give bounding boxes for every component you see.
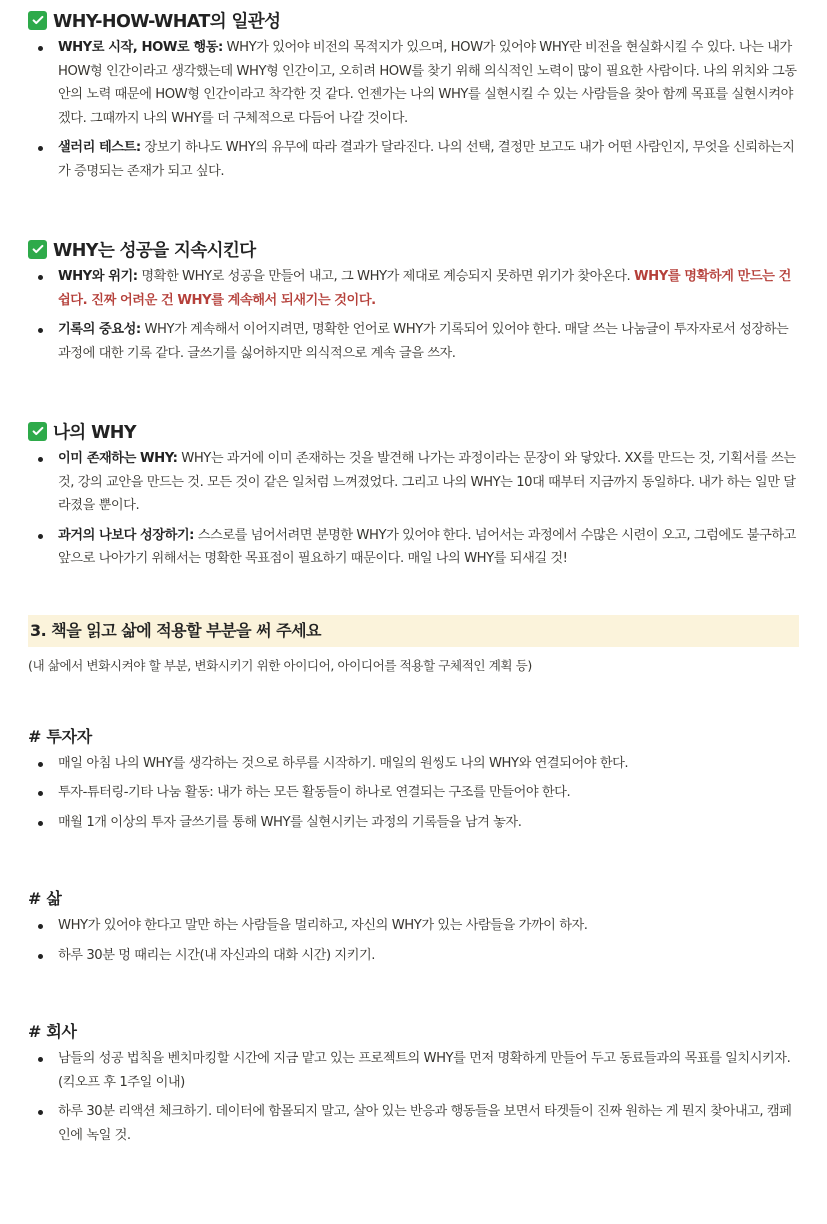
group-heading-company: # 회사 — [28, 1022, 77, 1041]
item-label: WHY와 위기: — [58, 269, 138, 284]
item-text: 스스로를 넘어서려면 분명한 WHY가 있어야 한다. 넘어서는 과정에서 수많은 시련이 오고, 그럼에도 불구하고 앞으로 나아가기 위해서는 명확한 목표점이 필요하기 때문이다. 매일 나의 WHY를 되새길 것! — [58, 527, 796, 566]
question-title: 3. 책을 읽고 삶에 적용할 부분을 써 주세요 — [28, 615, 799, 647]
highlight-text: WHY를 명확하게 만드는 건 쉽다. 진짜 어려운 건 WHY를 계속해서 되새기는 것이다. — [58, 269, 791, 308]
list-item — [28, 447, 801, 518]
item-label: 과거의 나보다 성장하기: — [58, 527, 194, 543]
section-title: WHY-HOW-WHAT의 일관성 — [53, 11, 281, 32]
check-mark-icon — [28, 240, 47, 259]
group-heading-investor: # 투자자 — [28, 726, 92, 746]
bullet-list — [28, 265, 801, 365]
section-title: 나의 WHY — [53, 422, 136, 443]
list-item — [28, 318, 801, 365]
item-text: 명확한 WHY로 성공을 만들어 내고, 그 WHY가 제대로 계승되지 못하면 위기가 찾아온다. — [137, 269, 635, 284]
list-item: 하루 30분 리액션 체크하기. 데이터에 함몰되지 말고, 살아 있는 반응과 행동들을 보면서 타겟들이 진짜 원하는 게 뭔지 찾아내고, 캠페인에 녹일 것. — [28, 1100, 801, 1147]
list-item: 하루 30분 멍 때리는 시간(내 자신과의 대화 시간) 지키기. — [28, 944, 801, 968]
group-heading-life: # 삶 — [28, 889, 62, 908]
bullet-list — [28, 914, 801, 967]
item-text: WHY는 과거에 이미 존재하는 것을 발견해 나가는 과정이라는 문장이 와 닿았다. XX를 만드는 것, 기획서를 쓰는 것, 강의 교안을 만드는 것. 모든 것이 같은 일처럼 느껴졌었다. 그리고 나의 WHY는 10대 때부터 지금까지 동일하다. 내가 하는 일만 달라졌을 뿐이다. — [58, 451, 796, 513]
bullet-list — [28, 752, 801, 835]
list-item — [28, 36, 801, 130]
item-label: 이미 존재하는 WHY: — [58, 451, 178, 466]
item-text: 장보기 하나도 WHY의 유무에 따라 결과가 달라진다. 나의 선택, 결정만 보고도 내가 어떤 사람인지, 무엇을 신뢰하는지가 증명되는 존재가 되고 싶다. — [58, 140, 795, 179]
check-mark-icon — [28, 422, 47, 441]
question-subtitle: (내 삶에서 변화시켜야 할 부분, 변화시키기 위한 아이디어, 아이디어를 적용할 구체적인 계획 등) — [28, 657, 532, 673]
list-item: 남들의 성공 법칙을 벤치마킹할 시간에 지금 맡고 있는 프로젝트의 WHY를 먼저 명확하게 만들어 두고 동료들과의 목표를 일치시키자. (킥오프 후 1주일 이내) — [28, 1047, 801, 1094]
item-label: 샐러리 테스트: — [58, 140, 141, 155]
list-item: 매일 아침 나의 WHY를 생각하는 것으로 하루를 시작하기. 매일의 원씽도 나의 WHY와 연결되어야 한다. — [28, 752, 801, 776]
item-label: 기록의 중요성: — [58, 322, 141, 337]
list-item — [28, 136, 801, 183]
check-mark-icon — [28, 11, 47, 30]
bullet-list — [28, 36, 801, 183]
bullet-list — [28, 447, 801, 571]
section-heading — [28, 233, 801, 265]
item-text: WHY가 있어야 비전의 목적지가 있으며, HOW가 있어야 WHY란 비전을 현실화시킬 수 있다. 나는 내가 HOW형 인간이라고 생각했는데 WHY형 인간이고, 오히려 HOW를 찾기 위해 의식적인 노력이 많이 필요한 사람이다. 나의 위치와 그동안의 노력 때문에 HOW형 인간이라고 착각한 것 같다. 언젠가는 나의 WHY를 실현시킬 수 있는 사람들을 찾아 함께 목표를 실현시켜야겠다. 그때까지 나의 WHY를 더 구체적으로 다듬어 나갈 것이다. — [58, 40, 797, 126]
item-label: WHY로 시작, HOW로 행동: — [58, 40, 223, 55]
list-item: 매월 1개 이상의 투자 글쓰기를 통해 WHY를 실현시키는 과정의 기록들을 남겨 놓자. — [28, 811, 801, 835]
list-item: 투자-튜터링-기타 나눔 활동: 내가 하는 모든 활동들이 하나로 연결되는 구조를 만들어야 한다. — [28, 781, 801, 805]
section-title: WHY는 성공을 지속시킨다 — [53, 240, 256, 261]
section-heading — [28, 415, 801, 447]
item-text: WHY가 계속해서 이어지려면, 명확한 언어로 WHY가 기록되어 있어야 한다. 매달 쓰는 나눔글이 투자자로서 성장하는 과정에 대한 기록 같다. 글쓰기를 싫어하지만 의식적으로 계속 글을 쓰자. — [58, 322, 789, 361]
list-item — [28, 524, 801, 571]
section-heading — [28, 4, 801, 36]
list-item: WHY가 있어야 한다고 말만 하는 사람들을 멀리하고, 자신의 WHY가 있는 사람들을 가까이 하자. — [28, 914, 801, 938]
bullet-list — [28, 1047, 801, 1147]
list-item — [28, 265, 801, 312]
